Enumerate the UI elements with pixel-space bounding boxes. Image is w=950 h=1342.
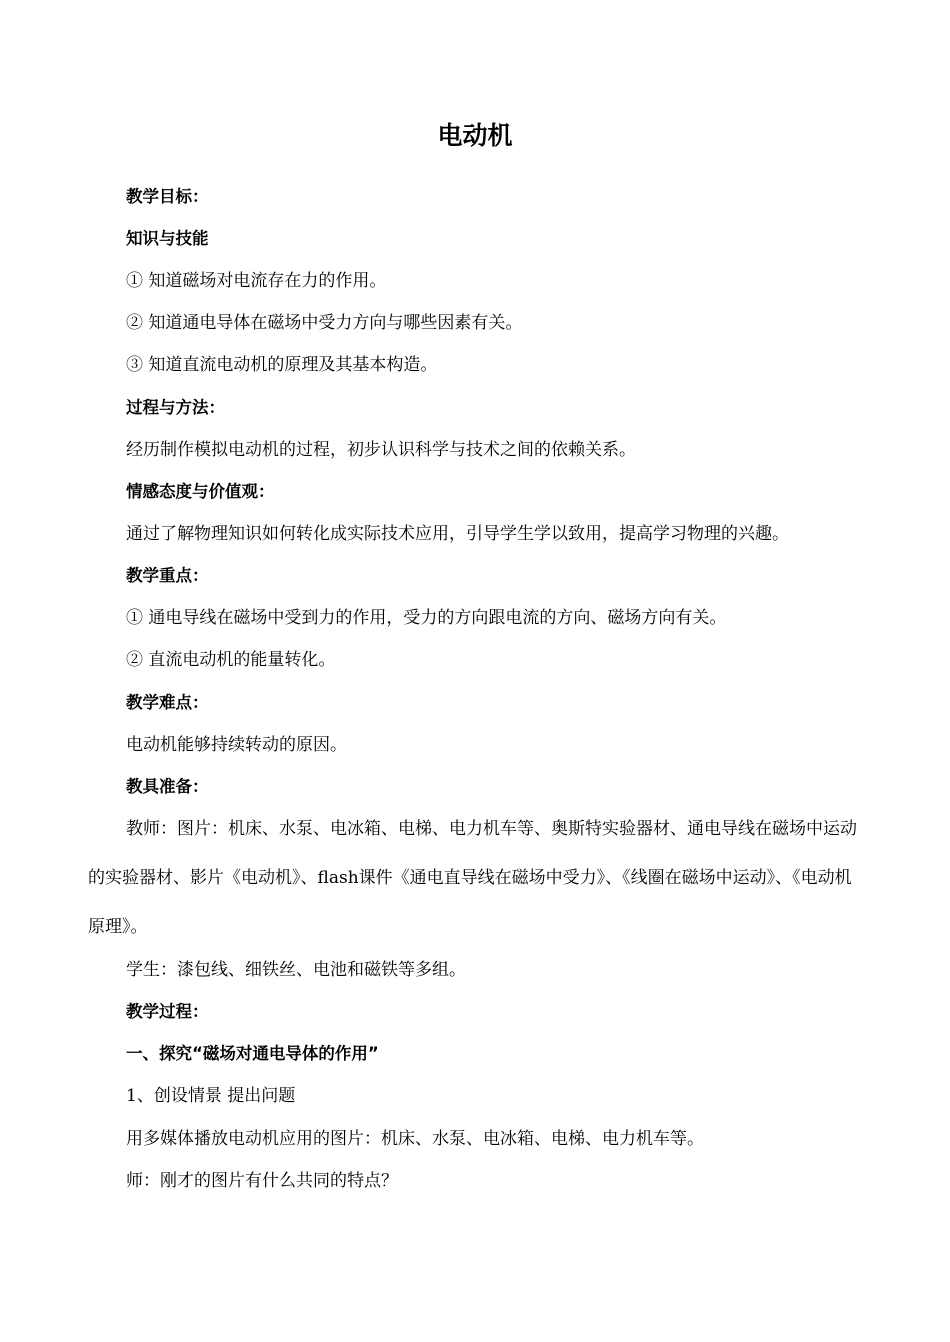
step1-heading: 1、创设情景 提出问题 — [126, 1086, 296, 1106]
knowledge-item-2: ② 知道通电导体在磁场中受力方向与哪些因素有关。 — [126, 313, 523, 333]
teacher-question: 师：刚才的图片有什么共同的特点？ — [126, 1171, 398, 1191]
attitude-heading: 情感态度与价值观： — [126, 482, 275, 501]
difficulty-heading: 教学难点： — [126, 693, 209, 712]
tools-teacher-paragraph: 教师：图片：机床、水泵、电冰箱、电梯、电力机车等、奥斯特实验器材、通电导线在磁场中运动的实验器材、影片《电动机》、flash课件《通电直导线在磁场中受力》、《线圈在磁场中运动》、《电动机原理》。 — [88, 819, 857, 937]
teaching-goals-heading: 教学目标： — [126, 187, 209, 206]
key-point-1: ① 通电导线在磁场中受到力的作用，受力的方向跟电流的方向、磁场方向有关。 — [126, 608, 727, 628]
difficulty-text: 电动机能够持续转动的原因。 — [126, 735, 347, 755]
step1-text: 用多媒体播放电动机应用的图片：机床、水泵、电冰箱、电梯、电力机车等。 — [126, 1129, 704, 1149]
part1-heading: 一、探究“磁场对通电导体的作用” — [126, 1044, 379, 1063]
tools-heading: 教具准备： — [126, 777, 209, 796]
key-points-heading: 教学重点： — [126, 566, 209, 585]
attitude-text: 通过了解物理知识如何转化成实际技术应用，引导学生学以致用，提高学习物理的兴趣。 — [126, 524, 789, 544]
knowledge-item-3: ③ 知道直流电动机的原理及其基本构造。 — [126, 355, 438, 375]
document-title: 电动机 — [437, 121, 513, 150]
process-text: 经历制作模拟电动机的过程，初步认识科学与技术之间的依赖关系。 — [126, 440, 636, 460]
process-section-heading: 教学过程： — [126, 1002, 209, 1021]
process-heading: 过程与方法： — [126, 398, 225, 417]
key-point-2: ② 直流电动机的能量转化。 — [126, 650, 336, 670]
knowledge-heading: 知识与技能 — [126, 229, 209, 248]
knowledge-item-1: ① 知道磁场对电流存在力的作用。 — [126, 271, 387, 291]
tools-student-text: 学生：漆包线、细铁丝、电池和磁铁等多组。 — [126, 960, 466, 980]
